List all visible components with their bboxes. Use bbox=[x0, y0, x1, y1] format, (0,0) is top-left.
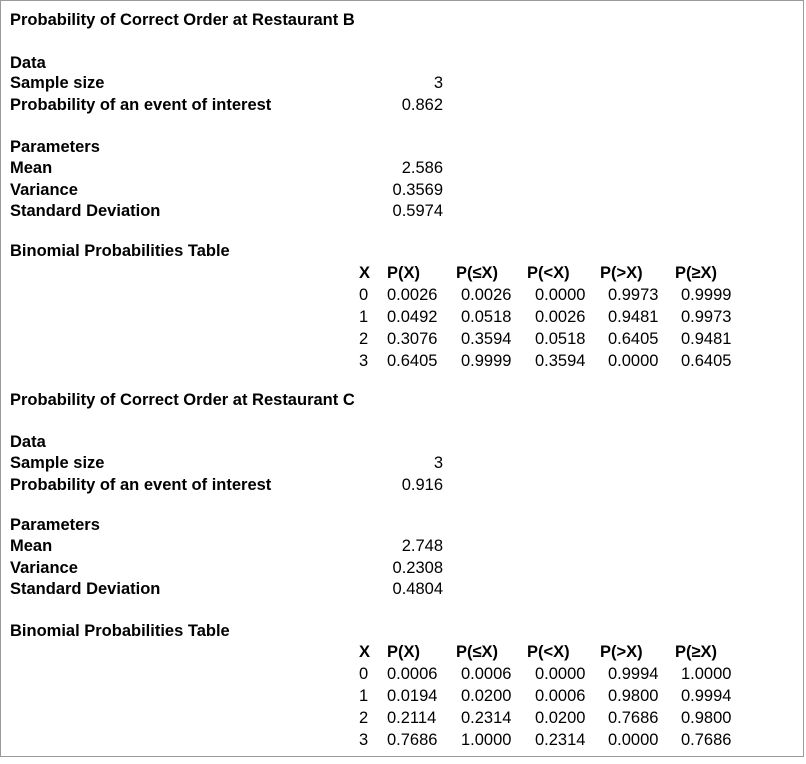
table-cell: 0 bbox=[359, 665, 369, 683]
table-cell: 0.0200 bbox=[461, 687, 512, 705]
table-header: X bbox=[359, 264, 371, 282]
table-cell: 0.0518 bbox=[461, 308, 512, 326]
table-cell: 0.0000 bbox=[535, 665, 586, 683]
table-cell: 0.7686 bbox=[681, 731, 732, 749]
table-cell: 0.9800 bbox=[608, 687, 659, 705]
mean-label: Mean bbox=[10, 537, 53, 555]
table-header: P(X) bbox=[387, 264, 420, 282]
std-value: 0.5974 bbox=[392, 202, 443, 220]
table-cell: 0.0000 bbox=[608, 731, 659, 749]
table-cell: 0.9481 bbox=[681, 330, 732, 348]
table-cell: 1.0000 bbox=[461, 731, 512, 749]
table-cell: 0.3594 bbox=[461, 330, 512, 348]
std-value: 0.4804 bbox=[392, 580, 443, 598]
table-cell: 0.0492 bbox=[387, 308, 438, 326]
table-cell: 0.9999 bbox=[461, 352, 512, 370]
table-cell: 0.3076 bbox=[387, 330, 438, 348]
probability-value: 0.862 bbox=[401, 96, 443, 114]
table-cell: 0.0026 bbox=[387, 286, 438, 304]
parameters-heading: Parameters bbox=[10, 138, 100, 156]
table-cell: 0.9800 bbox=[681, 709, 732, 727]
table-cell: 1.0000 bbox=[681, 665, 732, 683]
table-cell: 0.0194 bbox=[387, 687, 438, 705]
table-cell: 0.0000 bbox=[535, 286, 586, 304]
variance-value: 0.3569 bbox=[392, 181, 443, 199]
table-header: P(>X) bbox=[600, 643, 643, 661]
table-cell: 0.9999 bbox=[681, 286, 732, 304]
table-cell: 3 bbox=[359, 731, 369, 749]
table-cell: 0.0006 bbox=[461, 665, 512, 683]
table-cell: 0.0006 bbox=[535, 687, 586, 705]
std-label: Standard Deviation bbox=[10, 580, 161, 598]
std-label: Standard Deviation bbox=[10, 202, 161, 220]
table-cell: 0.6405 bbox=[681, 352, 732, 370]
data-heading: Data bbox=[10, 54, 46, 72]
data-heading: Data bbox=[10, 433, 46, 451]
table-header: P(≤X) bbox=[456, 264, 499, 282]
table-cell: 0.6405 bbox=[387, 352, 438, 370]
table-cell: 2 bbox=[359, 330, 369, 348]
table-cell: 1 bbox=[359, 687, 369, 705]
section-title-restaurant-b: Probability of Correct Order at Restaurant B bbox=[10, 11, 355, 29]
probability-value: 0.916 bbox=[401, 476, 443, 494]
table-header: P(<X) bbox=[527, 643, 570, 661]
table-header: P(>X) bbox=[600, 264, 643, 282]
variance-label: Variance bbox=[10, 181, 78, 199]
table-cell: 0.2314 bbox=[461, 709, 512, 727]
table-cell: 0.7686 bbox=[387, 731, 438, 749]
table-cell: 0.9973 bbox=[681, 308, 732, 326]
sample-size-value: 3 bbox=[433, 74, 443, 92]
table-cell: 3 bbox=[359, 352, 369, 370]
table-cell: 0.0006 bbox=[387, 665, 438, 683]
probability-label: Probability of an event of interest bbox=[10, 476, 272, 494]
sample-size-label: Sample size bbox=[10, 74, 105, 92]
mean-value: 2.586 bbox=[401, 159, 443, 177]
table-header: P(≥X) bbox=[675, 643, 718, 661]
table-heading: Binomial Probabilities Table bbox=[10, 622, 230, 640]
table-cell: 0.6405 bbox=[608, 330, 659, 348]
sample-size-value: 3 bbox=[433, 454, 443, 472]
table-cell: 0.2114 bbox=[387, 709, 437, 727]
table-header: P(≤X) bbox=[456, 643, 499, 661]
table-header: P(≥X) bbox=[675, 264, 718, 282]
table-cell: 0.9994 bbox=[608, 665, 659, 683]
table-cell: 0.2314 bbox=[535, 731, 586, 749]
table-cell: 0.0518 bbox=[535, 330, 586, 348]
table-cell: 0.3594 bbox=[535, 352, 586, 370]
table-cell: 0.0200 bbox=[535, 709, 586, 727]
table-cell: 0.0026 bbox=[535, 308, 586, 326]
mean-value: 2.748 bbox=[401, 537, 443, 555]
table-header: X bbox=[359, 643, 371, 661]
table-header: P(X) bbox=[387, 643, 420, 661]
probability-label: Probability of an event of interest bbox=[10, 96, 272, 114]
table-cell: 0.7686 bbox=[608, 709, 659, 727]
parameters-heading: Parameters bbox=[10, 516, 100, 534]
variance-label: Variance bbox=[10, 559, 78, 577]
table-cell: 0.0026 bbox=[461, 286, 512, 304]
table-cell: 2 bbox=[359, 709, 369, 727]
section-title-restaurant-c: Probability of Correct Order at Restaurant C bbox=[10, 391, 355, 409]
table-cell: 1 bbox=[359, 308, 369, 326]
table-cell: 0.9973 bbox=[608, 286, 659, 304]
table-heading: Binomial Probabilities Table bbox=[10, 242, 230, 260]
table-header: P(<X) bbox=[527, 264, 570, 282]
sample-size-label: Sample size bbox=[10, 454, 105, 472]
table-cell: 0 bbox=[359, 286, 369, 304]
table-cell: 0.9481 bbox=[608, 308, 659, 326]
variance-value: 0.2308 bbox=[392, 559, 443, 577]
table-cell: 0.9994 bbox=[681, 687, 732, 705]
mean-label: Mean bbox=[10, 159, 53, 177]
table-cell: 0.0000 bbox=[608, 352, 659, 370]
